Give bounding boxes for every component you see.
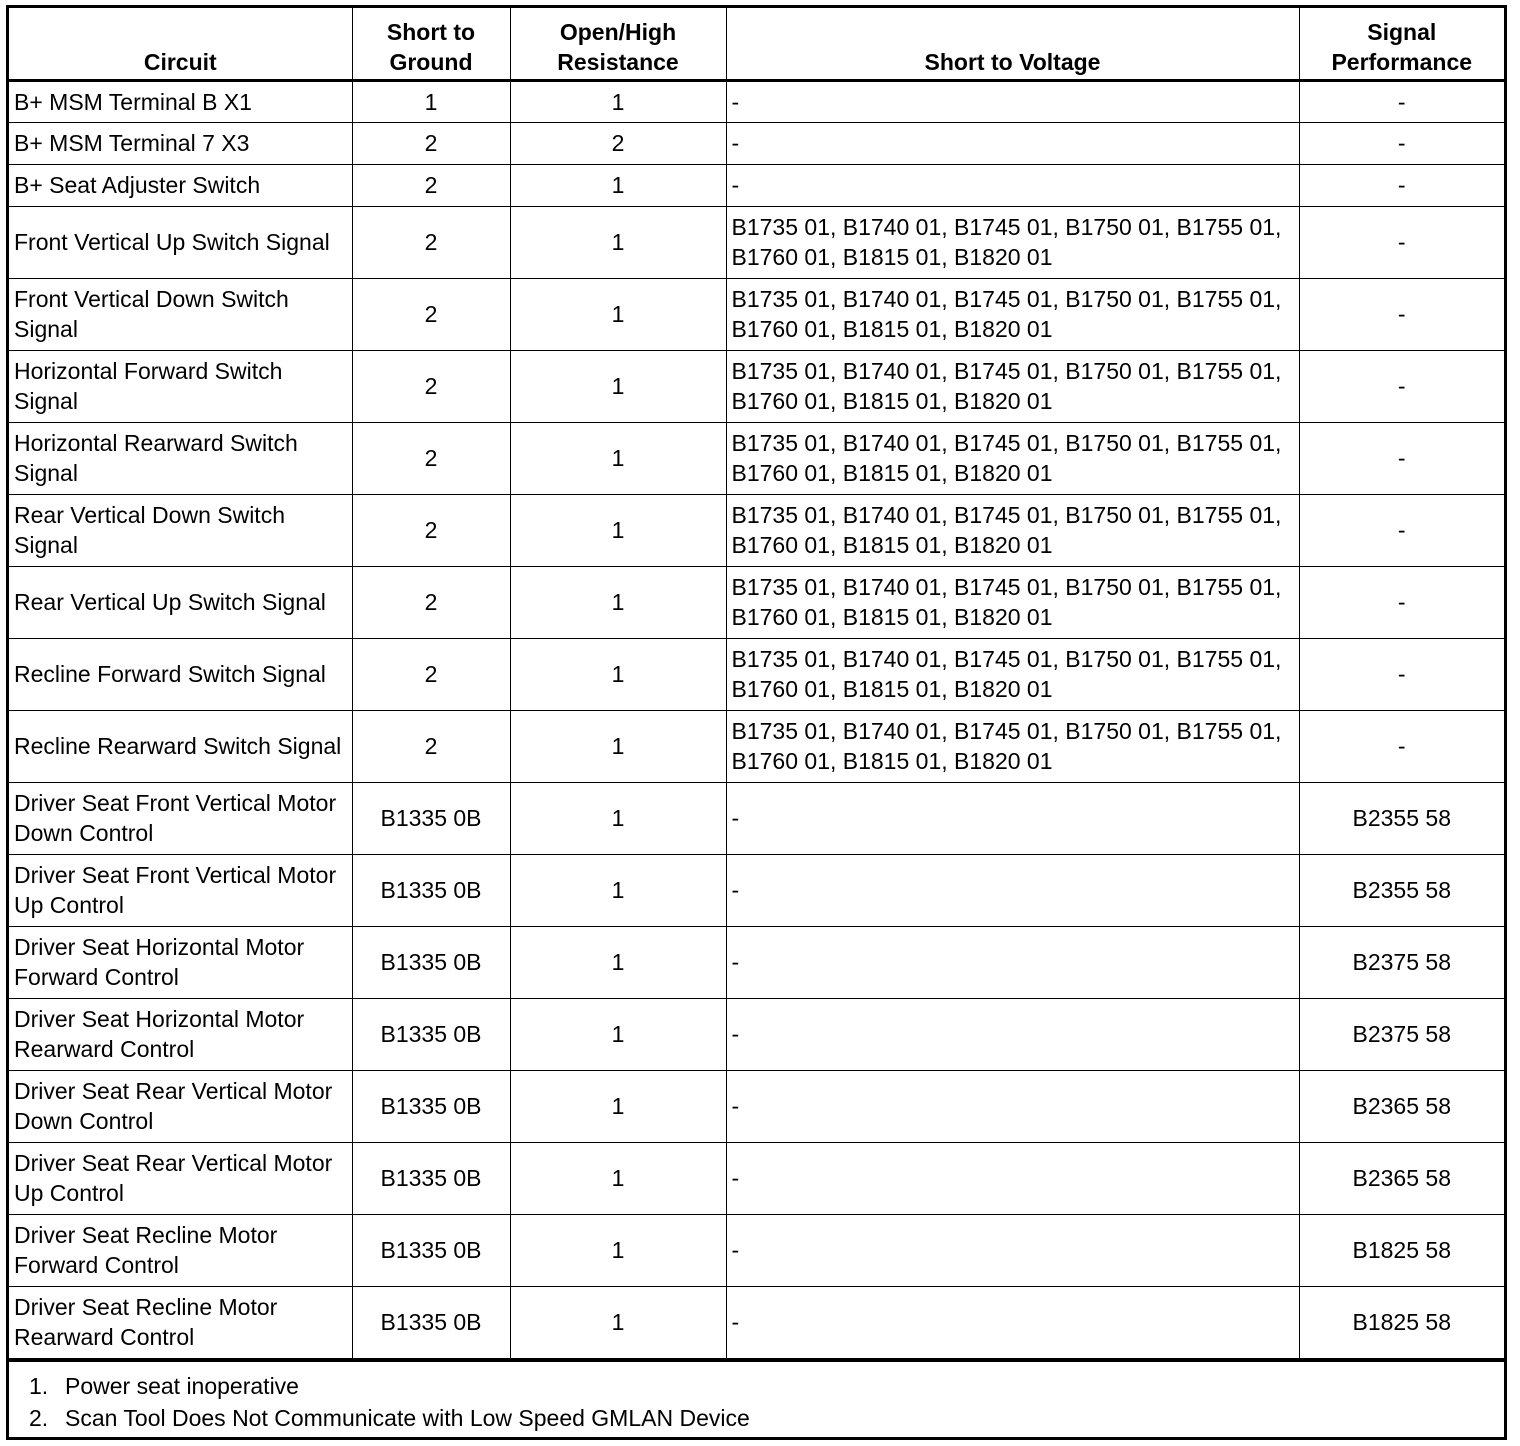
table-row bbox=[9, 926, 1504, 998]
short-to-ground-cell: 2 bbox=[352, 422, 510, 494]
signal-performance-cell: - bbox=[1299, 164, 1504, 206]
short-to-voltage-cell: - bbox=[726, 998, 1299, 1070]
table-header-row bbox=[9, 8, 1504, 80]
circuit-cell: Driver Seat Recline Motor Forward Control bbox=[9, 1214, 352, 1286]
open-high-resistance-cell: 1 bbox=[510, 1214, 726, 1286]
signal-performance-cell: B1825 58 bbox=[1299, 1286, 1504, 1358]
short-to-ground-cell: 2 bbox=[352, 278, 510, 350]
signal-performance-cell: B2365 58 bbox=[1299, 1142, 1504, 1214]
signal-performance-cell: B2375 58 bbox=[1299, 926, 1504, 998]
short-to-ground-cell: B1335 0B bbox=[352, 1142, 510, 1214]
table-row bbox=[9, 1070, 1504, 1142]
circuit-cell: Recline Rearward Switch Signal bbox=[9, 710, 352, 782]
short-to-ground-cell: 2 bbox=[352, 566, 510, 638]
table-row bbox=[9, 1142, 1504, 1214]
table-row bbox=[9, 566, 1504, 638]
header-circuit: Circuit bbox=[9, 8, 352, 80]
open-high-resistance-cell: 1 bbox=[510, 782, 726, 854]
table-row bbox=[9, 1214, 1504, 1286]
table-row bbox=[9, 710, 1504, 782]
footnote-number: 1. bbox=[29, 1372, 49, 1399]
header-open-high-resistance-text: Open/High Resistance bbox=[557, 18, 679, 75]
signal-performance-cell: B1825 58 bbox=[1299, 1214, 1504, 1286]
short-to-ground-cell: B1335 0B bbox=[352, 782, 510, 854]
header-short-to-voltage: Short to Voltage bbox=[726, 8, 1299, 80]
open-high-resistance-cell: 1 bbox=[510, 80, 726, 122]
short-to-ground-cell: B1335 0B bbox=[352, 854, 510, 926]
table-row bbox=[9, 206, 1504, 278]
short-to-ground-cell: 2 bbox=[352, 710, 510, 782]
circuit-cell: Driver Seat Rear Vertical Motor Up Control bbox=[9, 1142, 352, 1214]
table-row bbox=[9, 164, 1504, 206]
short-to-voltage-cell: - bbox=[726, 1214, 1299, 1286]
open-high-resistance-cell: 1 bbox=[510, 278, 726, 350]
circuit-cell: B+ MSM Terminal 7 X3 bbox=[9, 122, 352, 164]
signal-performance-cell: - bbox=[1299, 350, 1504, 422]
short-to-voltage-cell: B1735 01, B1740 01, B1745 01, B1750 01, B1755 01, B1760 01, B1815 01, B1820 01 bbox=[726, 350, 1299, 422]
circuit-fault-table bbox=[9, 8, 1504, 1359]
short-to-voltage-cell: B1735 01, B1740 01, B1745 01, B1750 01, B1755 01, B1760 01, B1815 01, B1820 01 bbox=[726, 206, 1299, 278]
short-to-ground-cell: B1335 0B bbox=[352, 998, 510, 1070]
table-row bbox=[9, 1286, 1504, 1358]
table-body bbox=[9, 80, 1504, 1358]
open-high-resistance-cell: 1 bbox=[510, 350, 726, 422]
table-row bbox=[9, 782, 1504, 854]
signal-performance-cell: B2365 58 bbox=[1299, 1070, 1504, 1142]
circuit-cell: Driver Seat Recline Motor Rearward Control bbox=[9, 1286, 352, 1358]
open-high-resistance-cell: 1 bbox=[510, 422, 726, 494]
circuit-cell: Recline Forward Switch Signal bbox=[9, 638, 352, 710]
short-to-ground-cell: 1 bbox=[352, 80, 510, 122]
short-to-voltage-cell: B1735 01, B1740 01, B1745 01, B1750 01, B1755 01, B1760 01, B1815 01, B1820 01 bbox=[726, 494, 1299, 566]
signal-performance-cell: - bbox=[1299, 422, 1504, 494]
open-high-resistance-cell: 1 bbox=[510, 164, 726, 206]
open-high-resistance-cell: 1 bbox=[510, 638, 726, 710]
circuit-cell: Front Vertical Up Switch Signal bbox=[9, 206, 352, 278]
diagnostic-table-container bbox=[6, 5, 1507, 1440]
footnote-1 bbox=[29, 1370, 1504, 1402]
circuit-cell: Driver Seat Horizontal Motor Rearward Control bbox=[9, 998, 352, 1070]
signal-performance-cell: B2355 58 bbox=[1299, 782, 1504, 854]
open-high-resistance-cell: 1 bbox=[510, 926, 726, 998]
circuit-cell: Horizontal Rearward Switch Signal bbox=[9, 422, 352, 494]
open-high-resistance-cell: 1 bbox=[510, 1286, 726, 1358]
open-high-resistance-cell: 1 bbox=[510, 1070, 726, 1142]
header-short-to-ground bbox=[352, 8, 510, 80]
signal-performance-cell: - bbox=[1299, 278, 1504, 350]
header-short-to-ground-text: Short to Ground bbox=[386, 18, 476, 75]
short-to-ground-cell: 2 bbox=[352, 638, 510, 710]
short-to-voltage-cell: - bbox=[726, 782, 1299, 854]
table-row bbox=[9, 350, 1504, 422]
short-to-ground-cell: 2 bbox=[352, 164, 510, 206]
short-to-voltage-cell: - bbox=[726, 122, 1299, 164]
circuit-cell: Rear Vertical Up Switch Signal bbox=[9, 566, 352, 638]
short-to-voltage-cell: - bbox=[726, 80, 1299, 122]
table-row bbox=[9, 278, 1504, 350]
circuit-cell: Driver Seat Front Vertical Motor Down Control bbox=[9, 782, 352, 854]
open-high-resistance-cell: 1 bbox=[510, 1142, 726, 1214]
open-high-resistance-cell: 1 bbox=[510, 998, 726, 1070]
open-high-resistance-cell: 1 bbox=[510, 566, 726, 638]
short-to-voltage-cell: - bbox=[726, 926, 1299, 998]
signal-performance-cell: - bbox=[1299, 80, 1504, 122]
open-high-resistance-cell: 1 bbox=[510, 494, 726, 566]
signal-performance-cell: - bbox=[1299, 566, 1504, 638]
short-to-voltage-cell: B1735 01, B1740 01, B1745 01, B1750 01, B1755 01, B1760 01, B1815 01, B1820 01 bbox=[726, 278, 1299, 350]
open-high-resistance-cell: 1 bbox=[510, 206, 726, 278]
header-signal-performance bbox=[1299, 8, 1504, 80]
short-to-voltage-cell: B1735 01, B1740 01, B1745 01, B1750 01, B1755 01, B1760 01, B1815 01, B1820 01 bbox=[726, 710, 1299, 782]
footnote-number: 2. bbox=[29, 1404, 49, 1431]
circuit-cell: Driver Seat Rear Vertical Motor Down Control bbox=[9, 1070, 352, 1142]
open-high-resistance-cell: 1 bbox=[510, 710, 726, 782]
circuit-cell: Rear Vertical Down Switch Signal bbox=[9, 494, 352, 566]
short-to-voltage-cell: - bbox=[726, 1070, 1299, 1142]
short-to-voltage-cell: B1735 01, B1740 01, B1745 01, B1750 01, B1755 01, B1760 01, B1815 01, B1820 01 bbox=[726, 566, 1299, 638]
short-to-ground-cell: B1335 0B bbox=[352, 926, 510, 998]
table-row bbox=[9, 122, 1504, 164]
open-high-resistance-cell: 2 bbox=[510, 122, 726, 164]
short-to-ground-cell: B1335 0B bbox=[352, 1070, 510, 1142]
short-to-ground-cell: 2 bbox=[352, 494, 510, 566]
table-row bbox=[9, 854, 1504, 926]
signal-performance-cell: - bbox=[1299, 206, 1504, 278]
table-row bbox=[9, 998, 1504, 1070]
header-open-high-resistance bbox=[510, 8, 726, 80]
short-to-voltage-cell: B1735 01, B1740 01, B1745 01, B1750 01, B1755 01, B1760 01, B1815 01, B1820 01 bbox=[726, 422, 1299, 494]
short-to-voltage-cell: - bbox=[726, 1286, 1299, 1358]
circuit-cell: Front Vertical Down Switch Signal bbox=[9, 278, 352, 350]
table-row bbox=[9, 494, 1504, 566]
footnotes bbox=[9, 1359, 1504, 1434]
circuit-cell: Driver Seat Horizontal Motor Forward Control bbox=[9, 926, 352, 998]
circuit-cell: B+ MSM Terminal B X1 bbox=[9, 80, 352, 122]
signal-performance-cell: - bbox=[1299, 638, 1504, 710]
short-to-voltage-cell: B1735 01, B1740 01, B1745 01, B1750 01, B1755 01, B1760 01, B1815 01, B1820 01 bbox=[726, 638, 1299, 710]
signal-performance-cell: B2355 58 bbox=[1299, 854, 1504, 926]
short-to-ground-cell: 2 bbox=[352, 122, 510, 164]
short-to-ground-cell: 2 bbox=[352, 206, 510, 278]
short-to-voltage-cell: - bbox=[726, 164, 1299, 206]
open-high-resistance-cell: 1 bbox=[510, 854, 726, 926]
footnote-2 bbox=[29, 1402, 1504, 1434]
signal-performance-cell: - bbox=[1299, 494, 1504, 566]
short-to-ground-cell: 2 bbox=[352, 350, 510, 422]
short-to-voltage-cell: - bbox=[726, 854, 1299, 926]
circuit-cell: Driver Seat Front Vertical Motor Up Control bbox=[9, 854, 352, 926]
circuit-cell: B+ Seat Adjuster Switch bbox=[9, 164, 352, 206]
footnote-text: Power seat inoperative bbox=[65, 1372, 299, 1399]
signal-performance-cell: B2375 58 bbox=[1299, 998, 1504, 1070]
signal-performance-cell: - bbox=[1299, 122, 1504, 164]
table-row bbox=[9, 422, 1504, 494]
table-row bbox=[9, 80, 1504, 122]
header-signal-performance-text: Signal Performance bbox=[1331, 18, 1473, 75]
short-to-voltage-cell: - bbox=[726, 1142, 1299, 1214]
short-to-ground-cell: B1335 0B bbox=[352, 1286, 510, 1358]
table-row bbox=[9, 638, 1504, 710]
short-to-ground-cell: B1335 0B bbox=[352, 1214, 510, 1286]
footnote-text: Scan Tool Does Not Communicate with Low Speed GMLAN Device bbox=[65, 1404, 750, 1431]
circuit-cell: Horizontal Forward Switch Signal bbox=[9, 350, 352, 422]
signal-performance-cell: - bbox=[1299, 710, 1504, 782]
